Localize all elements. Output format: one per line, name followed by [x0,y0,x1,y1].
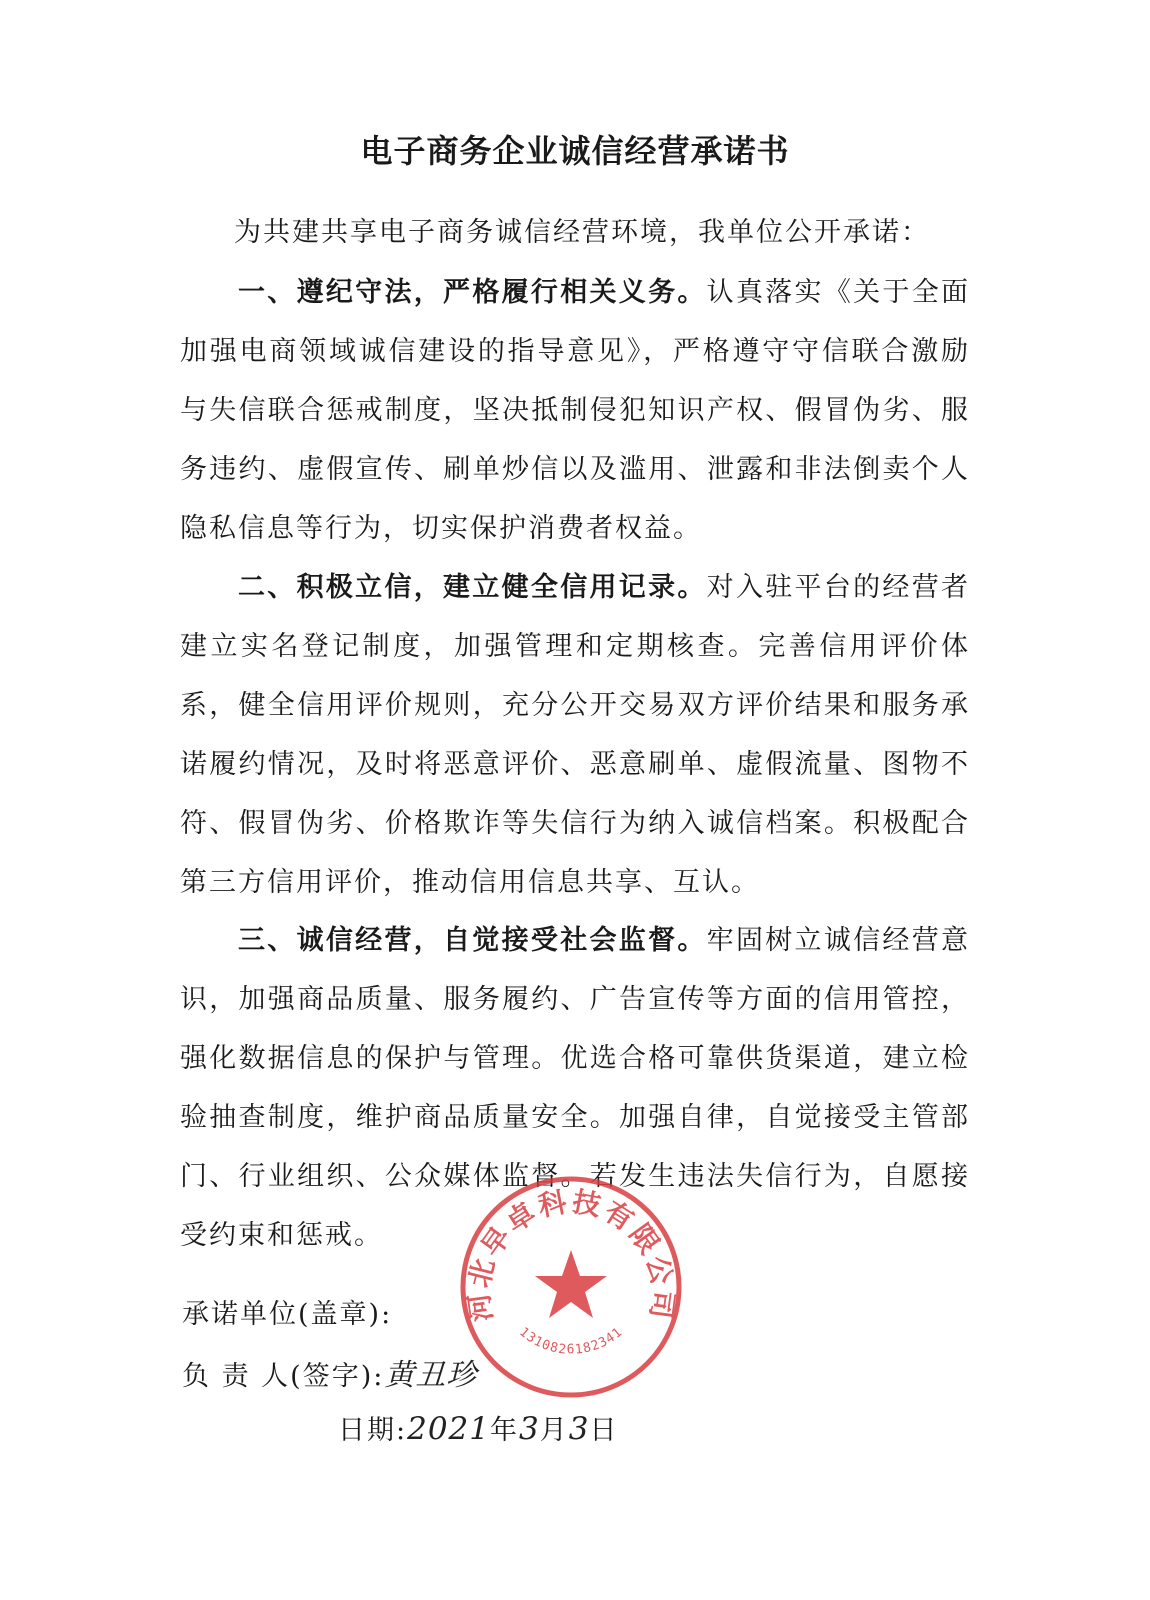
section-2-body: 对入驻平台的经营者建立实名登记制度，加强管理和定期核查。完善信用评价体系，健全信用评价规则，充分公开交易双方评价结果和服务承诺履约情况，及时将恶意评价、恶意刷单、虚假流量、图物不符、假冒伪劣、价格欺诈等失信行为纳入诚信档案。积极配合第三方信用评价，推动信用信息共享、互认。 [180,572,971,898]
company-seal-stamp [456,1172,686,1402]
section-1-body: 认真落实《关于全面加强电商领域诚信建设的指导意见》，严格遵守守信联合激励与失信联合惩戒制度，坚决抵制侵犯知识产权、假冒伪劣、服务违约、虚假宣传、刷单炒信以及滥用、泄露和非法倒卖个人隐私信息等行为，切实保护消费者权益。 [180,277,971,544]
seal-company-name: 河北早卓科技有限公司 [461,1184,681,1324]
date-label: 日期: [338,1415,408,1446]
date-day-unit: 日 [589,1415,619,1446]
responsible-person-line [182,1350,477,1394]
date-line [338,1408,618,1447]
responsible-person-label: 负 责 人(签字): [182,1361,385,1392]
intro-paragraph: 为共建共享电子商务诚信经营环境，我单位公开承诺： [234,217,930,248]
section-1-heading: 一、遵纪守法，严格履行相关义务。 [238,277,707,308]
section-3-heading: 三、诚信经营，自觉接受社会监督。 [238,925,707,956]
section-2-heading: 二、积极立信，建立健全信用记录。 [238,572,707,603]
committing-unit-label: 承诺单位(盖章): [182,1299,393,1330]
handwritten-signature: 黄丑珍 [384,1358,478,1393]
date-year-unit: 年 [490,1415,520,1446]
document-title: 电子商务企业诚信经营承诺书 [360,132,790,170]
section-3-body: 牢固树立诚信经营意识，加强商品质量、服务履约、广告宣传等方面的信用管控，强化数据信息的保护与管理。优选合格可靠供货渠道，建立检验抽查制度，维护商品质量安全。加强自律，自觉接受主管部门、行业组织、公众媒体监督。若发生违法失信行为，自愿接受约束和惩戒。 [180,925,971,1251]
commitment-section-1 [180,263,970,558]
commitment-section-2 [180,558,970,912]
date-month-unit: 月 [539,1415,569,1446]
seal-star-icon [535,1250,607,1318]
committing-unit-line [182,1292,392,1331]
date-day: 3 [568,1411,590,1447]
date-year: 2021 [407,1411,491,1447]
date-month: 3 [519,1411,540,1447]
seal-code: 1310826182341 [516,1324,626,1358]
